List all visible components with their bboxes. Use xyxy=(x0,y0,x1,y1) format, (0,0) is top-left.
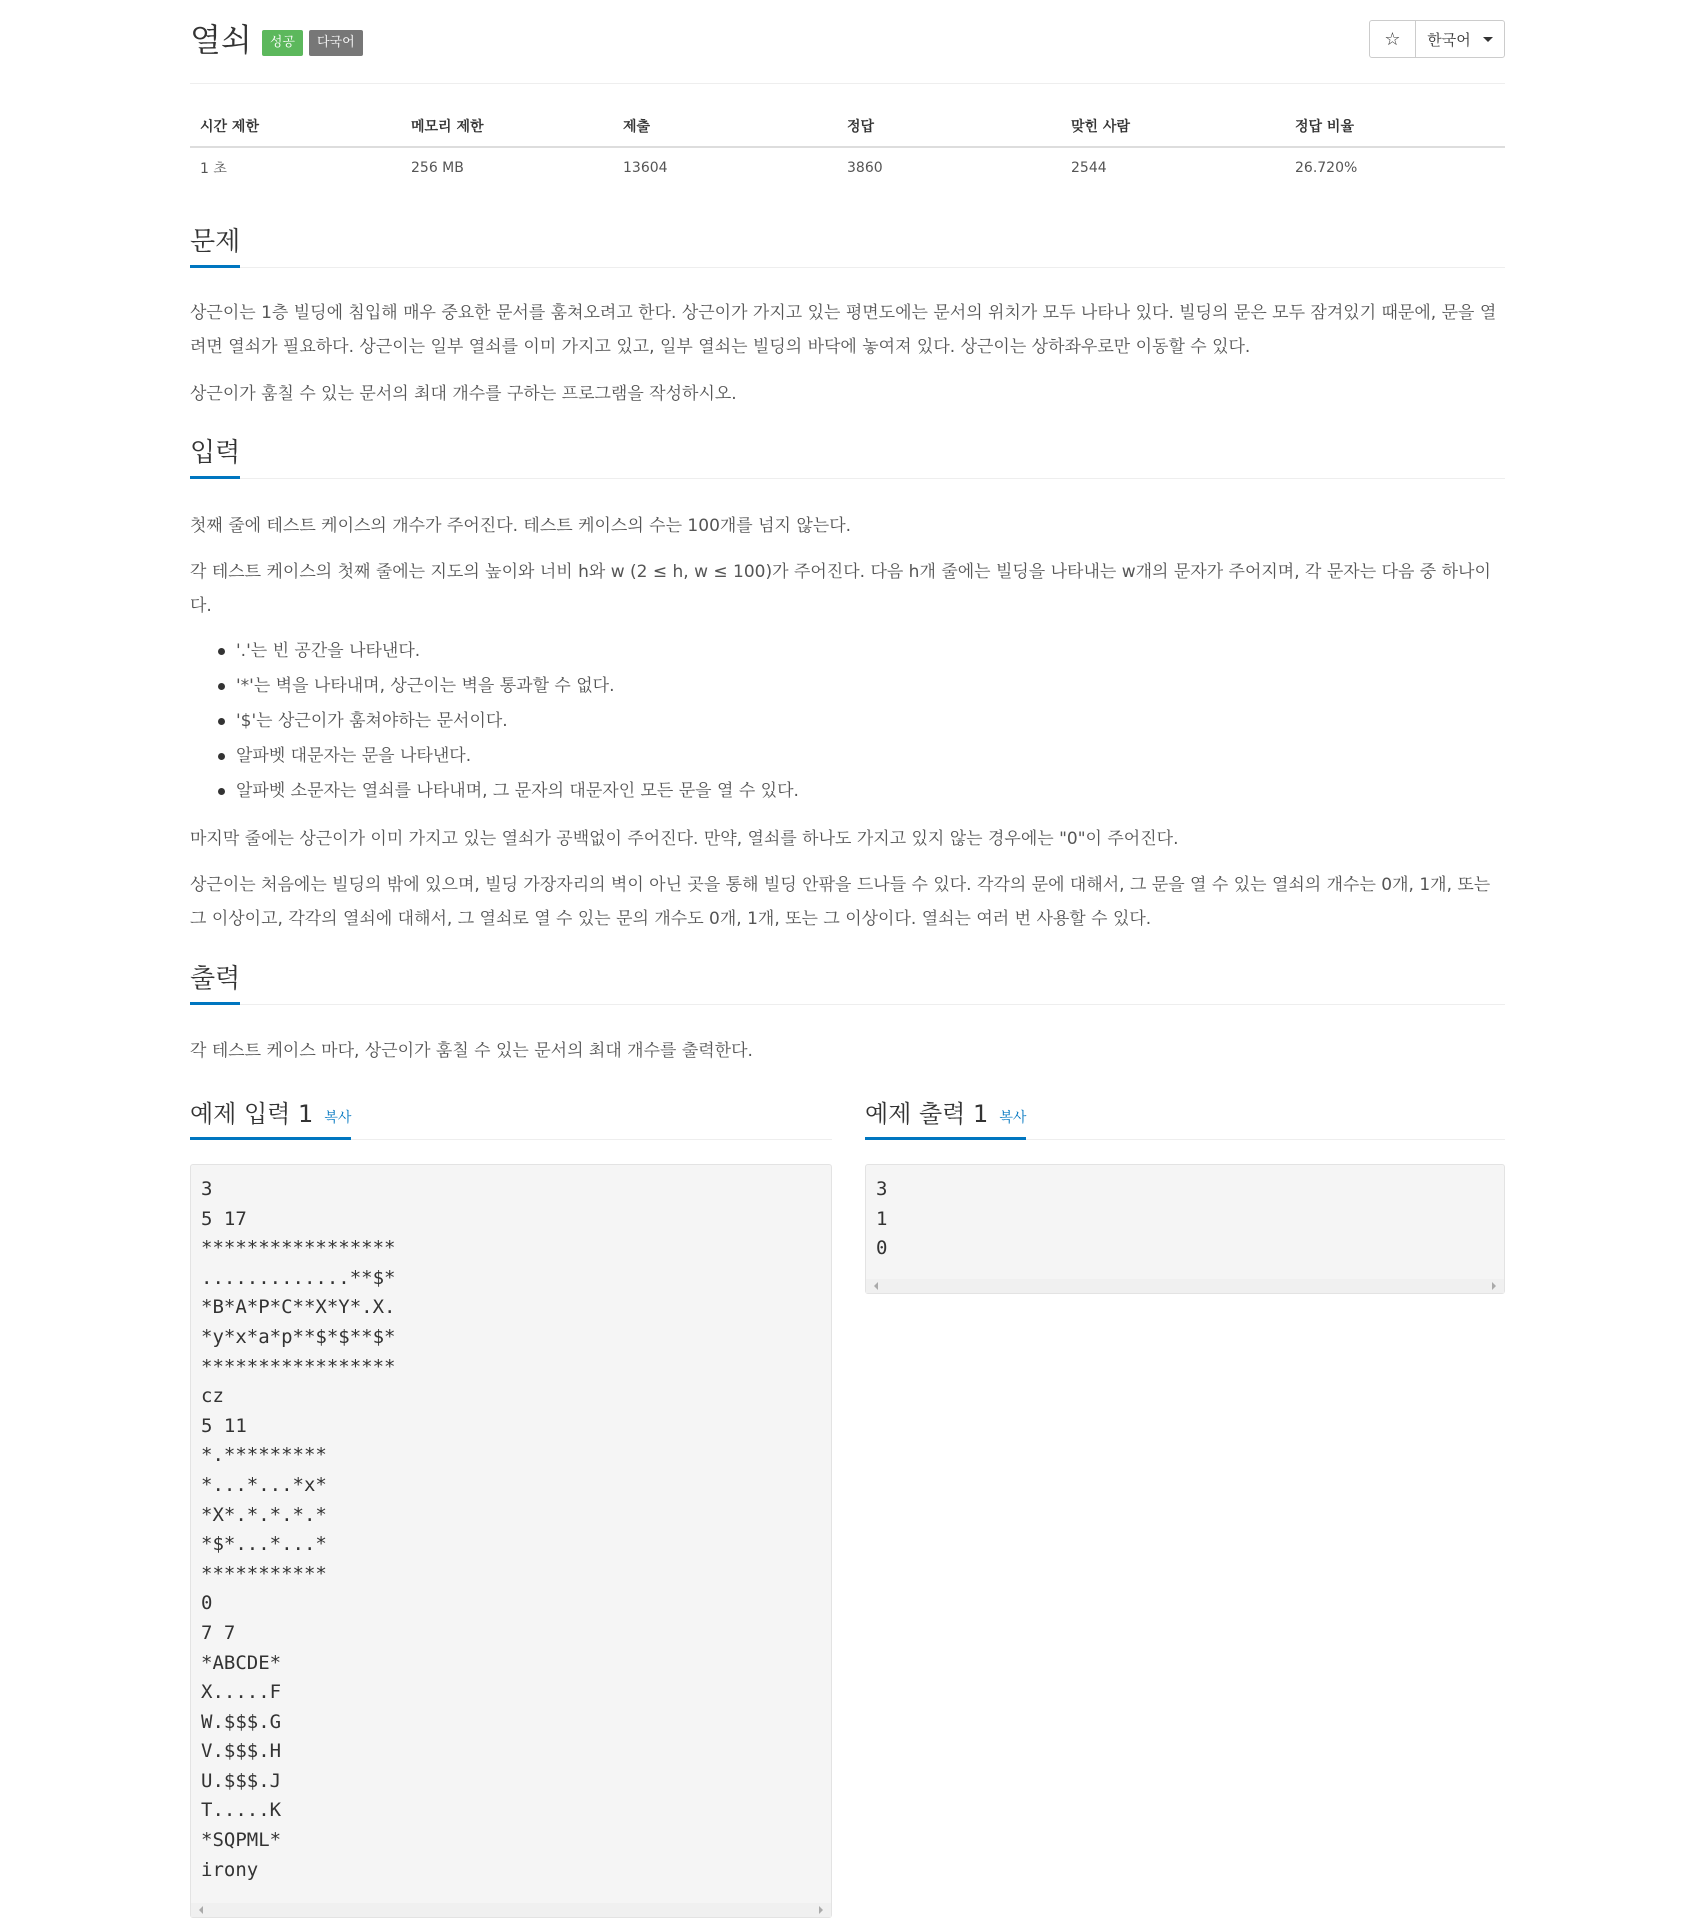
sample-output-box[interactable] xyxy=(865,1164,1505,1294)
header-time-limit: 시간 제한 xyxy=(190,105,401,147)
code-line: irony xyxy=(201,1858,259,1881)
star-icon[interactable]: ☆ xyxy=(1370,21,1416,57)
language-dropdown[interactable] xyxy=(1416,21,1504,57)
code-line: 3 xyxy=(876,1178,888,1200)
horizontal-scrollbar[interactable] xyxy=(191,1903,831,1917)
code-line: 0 xyxy=(876,1237,888,1260)
list-item: 알파벳 소문자는 열쇠를 나타내며, 그 문자의 대문자인 모든 문을 열 수 있다. xyxy=(190,774,1505,809)
input-paragraph: 첫째 줄에 테스트 케이스의 개수가 주어진다. 테스트 케이스의 수는 100개를 넘지 않는다. xyxy=(190,516,852,536)
sample-input-box[interactable] xyxy=(190,1164,832,1918)
list-item: '.'는 빈 공간을 나타낸다. xyxy=(190,634,1505,669)
code-line: ***************** xyxy=(201,1355,396,1378)
code-line: 0 xyxy=(201,1592,213,1615)
sample-input-header xyxy=(190,1090,832,1140)
code-line: *B*A*P*C**X*Y*.X. xyxy=(201,1296,396,1319)
code-line: U.$$$.J xyxy=(201,1769,282,1792)
list-item: '$'는 상근이가 훔쳐야하는 문서이다. xyxy=(190,704,1505,739)
code-line: ***************** xyxy=(201,1237,396,1260)
language-label: 한국어 xyxy=(1427,30,1471,49)
scroll-right-icon[interactable] xyxy=(1492,1282,1496,1290)
scroll-left-icon[interactable] xyxy=(199,1906,203,1914)
info-header-row xyxy=(190,105,1505,147)
problem-container xyxy=(190,0,1505,1881)
code-line: T.....K xyxy=(201,1799,282,1822)
input-paragraph: 마지막 줄에는 상근이가 이미 가지고 있는 열쇠가 공백없이 주어진다. 만약, 열쇠를 하나도 가지고 있지 않는 경우에는 "0"이 주어진다. xyxy=(190,829,1179,849)
code-line: 1 xyxy=(876,1207,888,1230)
output-paragraph: 각 테스트 케이스 마다, 상근이가 훔칠 수 있는 문서의 최대 개수를 출력한다. xyxy=(190,1041,753,1061)
sample-output-title: 예제 출력 1 xyxy=(865,1100,989,1128)
code-line: *X*.*.*.*.* xyxy=(201,1503,327,1526)
description-paragraph: 상근이가 훔칠 수 있는 문서의 최대 개수를 구하는 프로그램을 작성하시오. xyxy=(190,384,737,404)
code-line: V.$$$.H xyxy=(201,1740,282,1763)
info-value-row xyxy=(190,147,1505,187)
code-line: *.********* xyxy=(201,1444,327,1467)
value-submissions: 13604 xyxy=(623,159,668,176)
value-time-limit: 1 초 xyxy=(200,160,227,177)
sample-output-code xyxy=(866,1165,1504,1264)
copy-sample-output-button[interactable]: 복사 xyxy=(999,1110,1027,1126)
success-badge: 성공 xyxy=(262,30,303,56)
value-solvers: 2544 xyxy=(1071,159,1107,176)
header-memory-limit: 메모리 제한 xyxy=(401,105,613,147)
code-line: *...*...*x* xyxy=(201,1473,327,1496)
scroll-left-icon[interactable] xyxy=(874,1282,878,1290)
output-heading: 출력 xyxy=(190,964,240,1005)
code-line: *SQPML* xyxy=(201,1829,282,1852)
copy-sample-input-button[interactable]: 복사 xyxy=(324,1110,352,1126)
character-legend-list xyxy=(190,634,1505,809)
code-line: *********** xyxy=(201,1562,327,1585)
problem-info-table xyxy=(190,105,1505,187)
code-line: 7 7 xyxy=(201,1621,236,1644)
description-section-header xyxy=(190,222,1505,268)
value-accept-ratio: 26.720% xyxy=(1295,159,1358,176)
code-line: *ABCDE* xyxy=(201,1651,282,1674)
sample-output-header xyxy=(865,1090,1505,1140)
description-heading: 문제 xyxy=(190,227,240,268)
language-selector xyxy=(1369,20,1505,58)
input-heading: 입력 xyxy=(190,438,240,479)
sample-input-code xyxy=(191,1165,831,1885)
code-line: 5 17 xyxy=(201,1207,247,1230)
header-submissions: 제출 xyxy=(613,105,837,147)
problem-header xyxy=(190,0,1505,84)
sample-input-title: 예제 입력 1 xyxy=(190,1100,314,1128)
code-line: *$*...*...* xyxy=(201,1533,327,1556)
list-item: '*'는 벽을 나타내며, 상근이는 벽을 통과할 수 없다. xyxy=(190,669,1505,704)
code-line: .............**$* xyxy=(201,1266,396,1289)
caret-down-icon xyxy=(1483,37,1493,42)
input-section-header xyxy=(190,433,1505,479)
multilang-badge: 다국어 xyxy=(309,30,363,56)
code-line: W.$$$.G xyxy=(201,1710,282,1733)
description-paragraph: 상근이는 1층 빌딩에 침입해 매우 중요한 문서를 훔쳐오려고 한다. 상근이가 가지고 있는 평면도에는 문서의 위치가 모두 나타나 있다. 빌딩의 문은 모두 잠겨있기 때문에, 문을 열려면 열쇠가 필요하다. 상근이는 일부 열쇠를 이미 가지고 있고, 일부 열쇠는 빌딩의 바닥에 놓여져 있다. 상근이는 상하좌우로만 이동할 수 있다. xyxy=(190,303,1497,357)
header-accepted: 정답 xyxy=(837,105,1061,147)
input-paragraph: 상근이는 처음에는 빌딩의 밖에 있으며, 빌딩 가장자리의 벽이 아닌 곳을 통해 빌딩 안팎을 드나들 수 있다. 각각의 문에 대해서, 그 문을 열 수 있는 열쇠의 개수는 0개, 1개, 또는 그 이상이고, 각각의 열쇠에 대해서, 그 열쇠로 열 수 있는 문의 개수도 0개, 1개, 또는 그 이상이다. 열쇠는 여러 번 사용할 수 있다. xyxy=(190,875,1491,929)
title-wrap xyxy=(190,20,363,60)
list-item: 알파벳 대문자는 문을 나타낸다. xyxy=(190,739,1505,774)
value-accepted: 3860 xyxy=(847,159,883,176)
output-section-header xyxy=(190,959,1505,1005)
scroll-right-icon[interactable] xyxy=(819,1906,823,1914)
sample-input-title-wrap xyxy=(190,1094,351,1140)
input-paragraph: 각 테스트 케이스의 첫째 줄에는 지도의 높이와 너비 h와 w (2 ≤ h, w ≤ 100)가 주어진다. 다음 h개 줄에는 빌딩을 나타내는 w개의 문자가 주어지며, 각 문자는 다음 중 하나이다. xyxy=(190,562,1491,616)
code-line: X.....F xyxy=(201,1681,282,1704)
header-accept-ratio: 정답 비율 xyxy=(1285,105,1505,147)
code-line: *y*x*a*p**$*$**$* xyxy=(201,1325,396,1348)
code-line: 5 11 xyxy=(201,1414,247,1437)
code-line: 3 xyxy=(201,1178,213,1200)
value-memory-limit: 256 MB xyxy=(411,159,464,176)
header-solvers: 맞힌 사람 xyxy=(1061,105,1285,147)
horizontal-scrollbar[interactable] xyxy=(866,1279,1504,1293)
code-line: cz xyxy=(201,1385,224,1408)
sample-output-title-wrap xyxy=(865,1094,1026,1140)
problem-title: 열쇠 xyxy=(190,21,252,59)
